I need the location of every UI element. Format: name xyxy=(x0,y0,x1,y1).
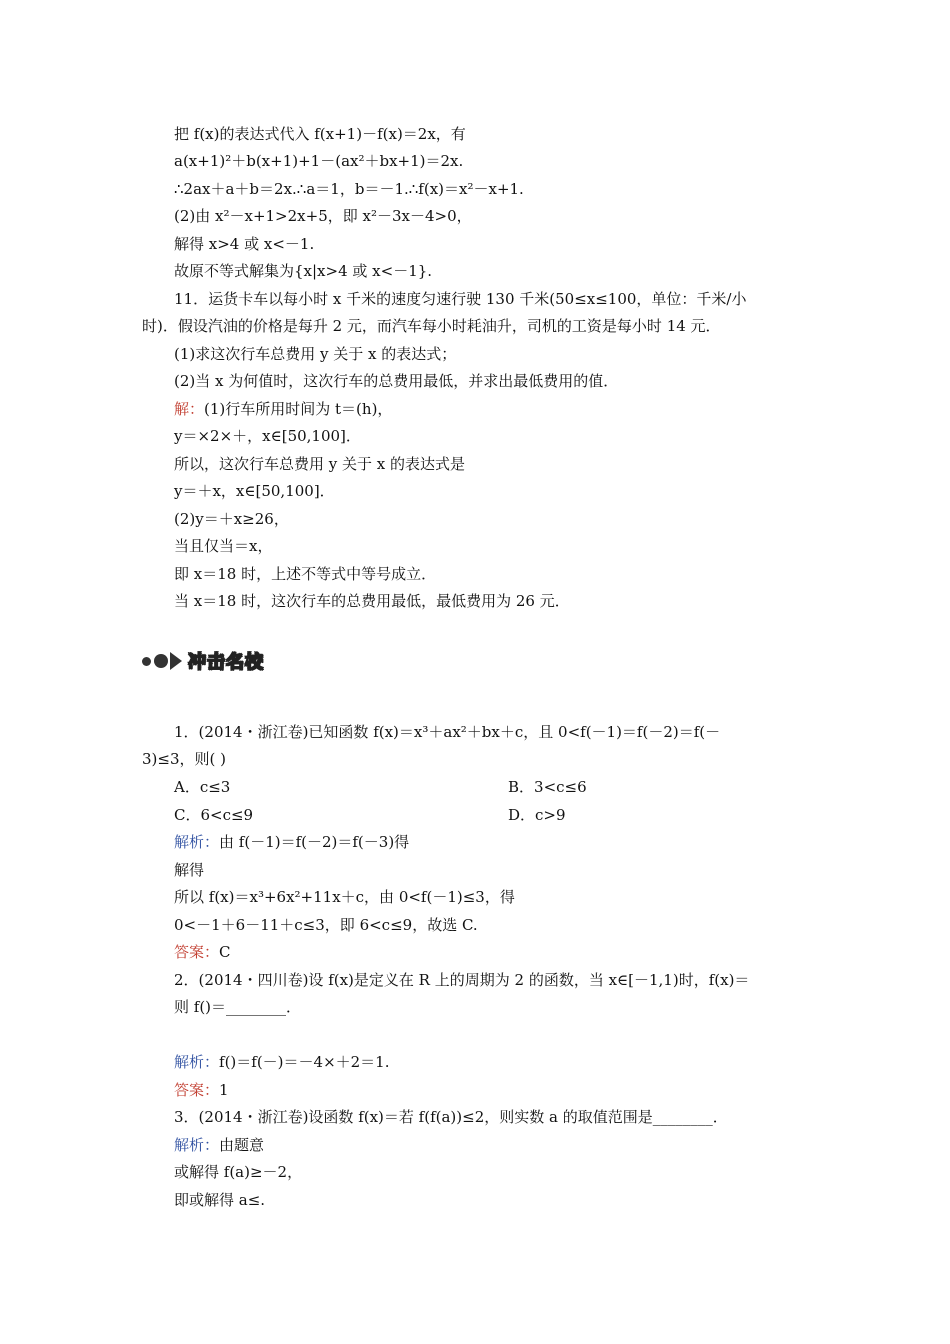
text-line: 把 f(x)的表达式代入 f(x+1)－f(x)＝2x，有 xyxy=(174,125,466,143)
answer-line xyxy=(174,942,231,962)
text-line: 故原不等式解集为{x|x>4 或 x<－1}. xyxy=(174,262,433,280)
bullet-dot-icon xyxy=(154,654,168,668)
arrow-right-icon xyxy=(170,652,182,670)
analysis-line xyxy=(174,832,409,852)
solution-line xyxy=(174,399,392,419)
solution-text: (1)行车所用时间为 t＝(h)， xyxy=(204,400,393,418)
problem-3-stem: 3．(2014・浙江卷)设函数 f(x)＝若 f(f(a))≤2，则实数 a 的取值范围是________． xyxy=(174,1108,728,1126)
problem-2-stem: 2．(2014・四川卷)设 f(x)是定义在 R 上的周期为 2 的函数，当 x∈[－1,1)时，f(x)＝ xyxy=(174,971,750,989)
analysis-label: 解析： xyxy=(174,833,220,851)
answer-label: 答案： xyxy=(174,1081,220,1099)
option-b: B．3<c≤6 xyxy=(508,778,587,796)
text-line: ∴2ax＋a＋b＝2x.∴a＝1，b＝－1.∴f(x)＝x²－x+1. xyxy=(174,180,524,198)
text-line: a(x+1)²＋b(x+1)+1－(ax²＋bx+1)＝2x. xyxy=(174,152,464,170)
analysis-line: 所以 f(x)＝x³+6x²+11x＋c，由 0<f(－1)≤3，得 xyxy=(174,888,515,906)
question-11-stem-cont: 时)．假设汽油的价格是每升 2 元，而汽车每小时耗油升，司机的工资是每小时 14 元． xyxy=(142,317,721,335)
text-line: (2)由 x²－x+1>2x+5，即 x²－3x－4>0， xyxy=(174,207,472,225)
text-line: 解得 x>4 或 x<－1. xyxy=(174,235,315,253)
option-c: C．6<c≤9 xyxy=(174,806,254,824)
solution-line: 当 x＝18 时，这次行车的总费用最低，最低费用为 26 元． xyxy=(174,592,570,610)
section-header xyxy=(142,648,266,674)
problem-1-stem: 1．(2014・浙江卷)已知函数 f(x)＝x³＋ax²＋bx＋c，且 0<f(－1)＝f(－2)＝f(－ xyxy=(174,723,721,741)
question-11-stem: 11．运货卡车以每小时 x 千米的速度匀速行驶 130 千米(50≤x≤100，单位：千米/小 xyxy=(174,290,747,308)
solution-label: 解： xyxy=(174,400,205,418)
question-11-part-1: (1)求这次行车总费用 y 关于 x 的表达式； xyxy=(174,345,457,363)
answer-label: 答案： xyxy=(174,943,220,961)
solution-line: 当且仅当＝x， xyxy=(174,537,273,555)
analysis-line: 即或解得 a≤. xyxy=(174,1191,266,1209)
answer-value: 1 xyxy=(219,1081,229,1099)
option-d: D．c>9 xyxy=(508,806,566,824)
answer-line xyxy=(174,1080,229,1100)
analysis-line: 0<－1＋6－11＋c≤3，即 6<c≤9，故选 C. xyxy=(174,916,478,934)
option-a: A．c≤3 xyxy=(174,778,231,796)
solution-line: (2)y＝＋x≥26， xyxy=(174,510,289,528)
analysis-text: 由 f(－1)＝f(－2)＝f(－3)得 xyxy=(219,833,410,851)
analysis-text: f()＝f(－)＝－4×＋2＝1. xyxy=(219,1053,390,1071)
problem-2-stem-cont: 则 f()＝________． xyxy=(174,998,302,1016)
analysis-line: 解得 xyxy=(174,861,205,879)
section-title: 冲击名校 xyxy=(188,652,264,673)
analysis-label: 解析： xyxy=(174,1053,220,1071)
solution-line: y＝＋x，x∈[50,100]． xyxy=(174,482,335,500)
analysis-text: 由题意 xyxy=(219,1136,265,1154)
solution-line: y＝×2×＋，x∈[50,100]． xyxy=(174,427,361,445)
bullet-dot-icon xyxy=(142,657,151,666)
answer-value: C xyxy=(219,943,231,961)
question-11-part-2: (2)当 x 为何值时，这次行车的总费用最低，并求出最低费用的值． xyxy=(174,372,619,390)
analysis-line: 或解得 f(a)≥－2， xyxy=(174,1163,303,1181)
analysis-line xyxy=(174,1052,390,1072)
solution-line: 即 x＝18 时，上述不等式中等号成立． xyxy=(174,565,437,583)
analysis-line xyxy=(174,1135,264,1155)
analysis-label: 解析： xyxy=(174,1136,220,1154)
problem-1-stem-cont: 3)≤3，则( ) xyxy=(142,750,226,768)
solution-line: 所以，这次行车总费用 y 关于 x 的表达式是 xyxy=(174,455,466,473)
